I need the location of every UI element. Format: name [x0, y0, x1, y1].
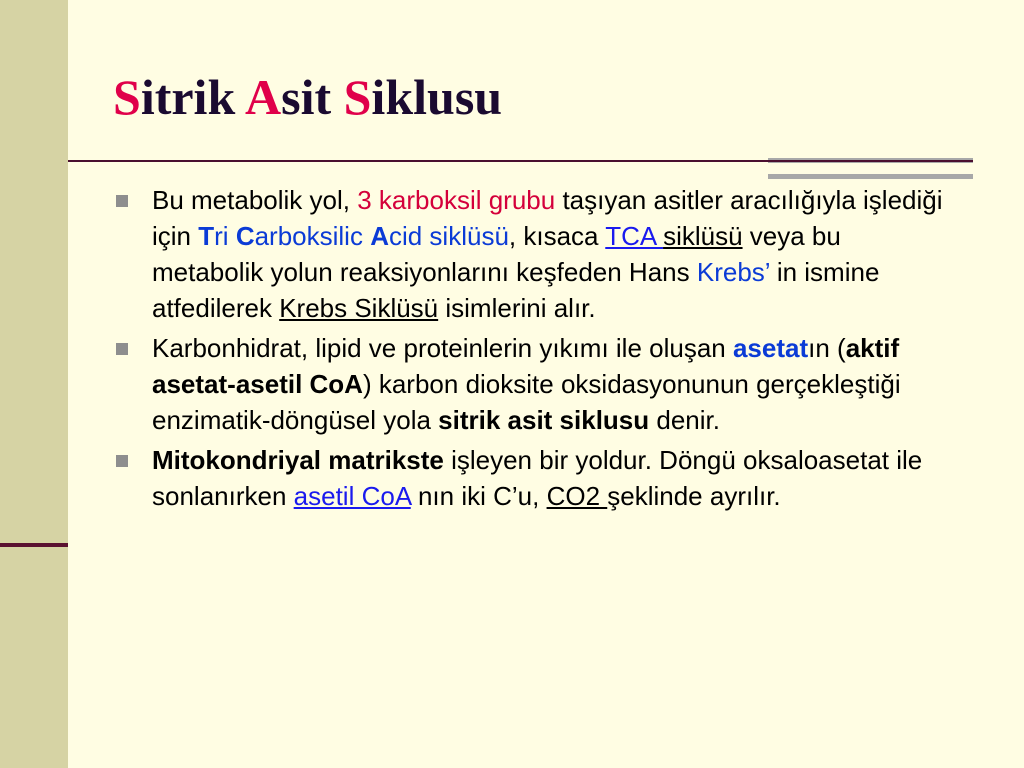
- bullet-item-2: [116, 330, 946, 438]
- text-span: işleyen bir yoldur. Döngü oksaloasetat ile sonlanırken: [152, 445, 923, 511]
- underlined-text: CO2: [546, 481, 608, 511]
- sidebar-accent-line: [0, 543, 68, 547]
- underlined-text: siklüsü: [663, 221, 743, 251]
- square-bullet-icon: [116, 455, 128, 467]
- text-span: Bu metabolik yol,: [152, 185, 358, 215]
- bullet-list: [116, 182, 946, 518]
- title-word-iklusu: iklusu: [371, 69, 503, 125]
- text-span: şeklinde ayrılır.: [607, 481, 781, 511]
- title-word-itrik: itrik: [140, 69, 245, 125]
- text-span: isimlerini alır.: [438, 293, 596, 323]
- title-rule-grey-bottom: [768, 174, 973, 179]
- bold-text: aktif asetat-asetil CoA: [152, 333, 900, 399]
- title-initial-s2: S: [343, 69, 372, 125]
- krebs-name: Krebs’: [696, 257, 770, 287]
- square-bullet-icon: [116, 195, 128, 207]
- text-span: Karbonhidrat, lipid ve proteinlerin yıkımı ile oluşan: [152, 333, 733, 363]
- text-span: veya bu metabolik yolun reaksiyonlarını keşfeden Hans: [152, 221, 841, 287]
- text-span: cid siklüsü: [388, 221, 509, 251]
- text-span: in ismine atfedilerek: [152, 257, 880, 323]
- tca-link[interactable]: TCA: [605, 221, 664, 251]
- highlight-asetat: asetat: [732, 333, 809, 363]
- bullet-item-1: [116, 182, 946, 326]
- title-rule: [68, 160, 973, 162]
- text-span: ın (: [808, 333, 846, 363]
- title-word-sit: sit: [281, 69, 344, 125]
- title-initial-s: S: [113, 69, 141, 125]
- bullet-item-3: [116, 442, 946, 514]
- left-sidebar-band: [0, 0, 68, 768]
- acronym-letter-c: C: [235, 221, 255, 251]
- acronym-letter-a: A: [370, 221, 389, 251]
- bold-text: Mitokondriyal matrikste: [152, 445, 444, 475]
- slide-title: [113, 68, 502, 126]
- asetil-coa-link[interactable]: asetil CoA: [293, 481, 411, 511]
- highlight-carboxyl-groups: 3 karboksil grubu: [357, 185, 556, 215]
- underlined-text: Krebs Siklüsü: [279, 293, 439, 323]
- text-span: , kısaca: [508, 221, 606, 251]
- square-bullet-icon: [116, 343, 128, 355]
- acronym-letter-t: T: [198, 221, 215, 251]
- text-span: ) karbon dioksite oksidasyonunun gerçekleştiği enzimatik-döngüsel yola: [152, 369, 901, 435]
- text-span: nın iki C’u,: [410, 481, 547, 511]
- text-span: arboksilic: [254, 221, 371, 251]
- text-span: taşıyan asitler aracılığıyla işlediği için: [152, 185, 943, 251]
- text-span: denir.: [649, 405, 720, 435]
- title-initial-a: A: [245, 69, 282, 125]
- text-span: ri: [214, 221, 236, 251]
- bold-text: sitrik asit siklusu: [438, 405, 650, 435]
